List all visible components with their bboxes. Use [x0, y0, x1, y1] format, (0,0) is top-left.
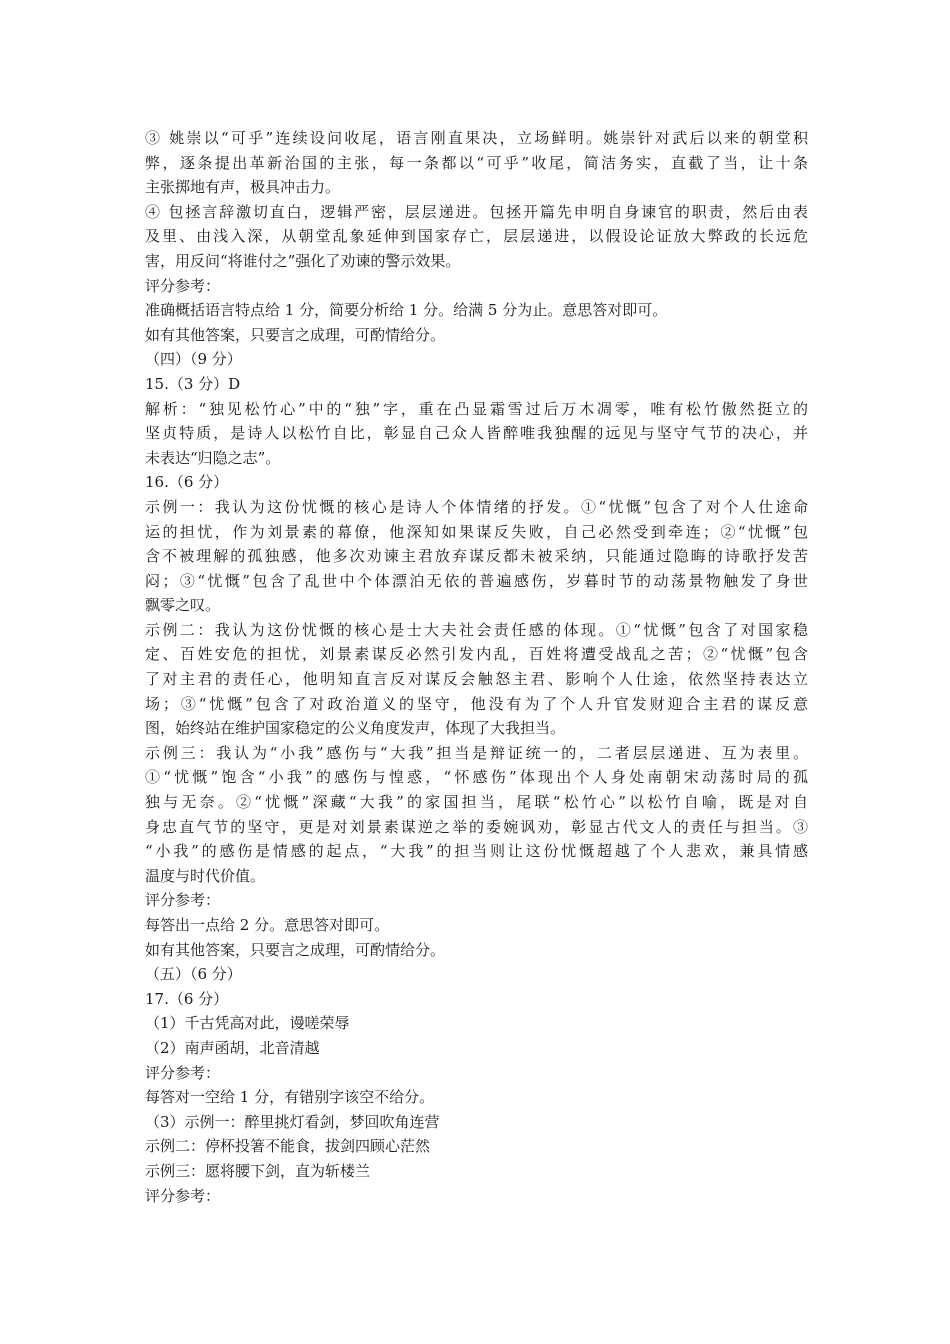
text-line: 如有其他答案，只要言之成理，可酌情给分。 — [145, 940, 446, 959]
text-line: ③ 姚崇以“可乎”连续设问收尾，语言刚直果决，立场鲜明。姚崇针对武后以来的朝堂积 — [145, 129, 808, 147]
text-line: （四）（9 分） — [145, 350, 242, 369]
text-line: ①“忧慨”饱含“小我”的感伤与惶惑，“怀感伤”体现出个人身处南朝宋动荡时局的孤 — [145, 768, 808, 787]
text-line: 示例一：我认为这份忧慨的核心是诗人个体情绪的抒发。①“忧慨”包含了对个人仕途命 — [145, 497, 808, 516]
answer-key-text — [145, 126, 808, 1208]
text-line: 示例三：愿将腰下剑，直为斩楼兰 — [145, 1161, 371, 1180]
text-line: 坚贞特质，是诗人以松竹自比，彰显自己众人皆醉唯我独醒的远见与坚守气节的决心，并 — [145, 424, 808, 443]
text-line: 如有其他答案，只要言之成理，可酌情给分。 — [145, 325, 446, 344]
text-line: 闷；③“忧慨”包含了乱世中个体漂泊无依的普遍感伤，岁暮时节的动荡景物触发了身世 — [145, 571, 808, 590]
text-line: 了对主君的责任心，他明知直言反对谋反会触怒主君、影响个人仕途，依然坚持表达立 — [145, 670, 808, 689]
text-line: 评分参考： — [145, 1063, 221, 1082]
text-line: 含不被理解的孤独感，他多次劝谏主君放弃谋反都未被采纳，只能通过隐晦的诗歌抒发苦 — [145, 547, 808, 566]
text-line: 17.（6 分） — [145, 989, 229, 1008]
text-line: 场；③“忧慨”包含了对政治道义的坚守，他没有为了个人升官发财迎合主君的谋反意 — [145, 694, 808, 713]
text-line: 飘零之叹。 — [145, 596, 221, 615]
text-line: （2）南声函胡，北音清越 — [145, 1038, 320, 1057]
text-line: 示例二：停杯投箸不能食，拔剑四顾心茫然 — [145, 1137, 431, 1156]
text-line: （五）（6 分） — [145, 965, 242, 984]
text-line: 身忠直气节的坚守，更是对刘景素谋逆之举的委婉讽劝，彰显古代文人的责任与担当。③ — [145, 817, 808, 836]
text-line: 解析：“独见松竹心”中的“独”字，重在凸显霜雪过后万木凋零，唯有松竹傲然挺立的 — [145, 399, 808, 418]
text-line: 主张掷地有声，极具冲击力。 — [145, 178, 341, 197]
text-line: 独与无奈。②“忧慨”深藏“大我”的家国担当，尾联“松竹心”以松竹自喻，既是对自 — [145, 793, 808, 812]
text-line: （3）示例一：醉里挑灯看剑，梦回吹角连营 — [145, 1112, 440, 1131]
text-line: 及里、由浅入深，从朝堂乱象延伸到国家存亡，层层递进，以假设论证放大弊政的长远危 — [145, 227, 808, 246]
text-line: 每答对一空给 1 分，有错别字该空不给分。 — [145, 1088, 435, 1107]
text-line: 准确概括语言特点给 1 分，简要分析给 1 分。给满 5 分为止。意思答对即可。 — [145, 301, 668, 320]
text-line: “小我”的感伤是情感的起点，“大我”的担当则让这份忧慨超越了个人悲欢，兼具情感 — [145, 842, 808, 861]
text-line: 未表达“归隐之志”。 — [145, 448, 281, 467]
text-line: 弊，逐条提出革新治国的主张，每一条都以“可乎”收尾，简洁务实，直截了当，让十条 — [145, 153, 808, 172]
text-line: 示例二：我认为这份忧慨的核心是士大夫社会责任感的体现。①“忧慨”包含了对国家稳 — [145, 620, 808, 639]
text-line: 示例三：我认为“小我”感伤与“大我”担当是辩证统一的，二者层层递进、互为表里。 — [145, 743, 808, 762]
text-line: 温度与时代价值。 — [145, 866, 266, 885]
text-line: （1）千古凭高对此，谩嗟荣辱 — [145, 1014, 350, 1033]
text-line: 评分参考： — [145, 891, 221, 910]
text-line: 15.（3 分）D — [145, 374, 241, 393]
text-line: ④ 包拯言辞激切直白，逻辑严密，层层递进。包拯开篇先申明自身谏官的职责，然后由表 — [145, 202, 808, 221]
text-line: 16.（6 分） — [145, 473, 229, 492]
text-line: 评分参考： — [145, 1186, 221, 1205]
text-line: 图，始终站在维护国家稳定的公义角度发声，体现了大我担当。 — [145, 719, 566, 738]
text-line: 运的担忧，作为刘景素的幕僚，他深知如果谋反失败，自己必然受到牵连；②“忧慨”包 — [145, 522, 808, 541]
text-line: 每答出一点给 2 分。意思答对即可。 — [145, 916, 390, 934]
text-line: 评分参考： — [145, 276, 221, 295]
text-line: 害，用反问“将谁付之”强化了劝谏的警示效果。 — [145, 251, 461, 270]
text-line: 定、百姓安危的担忧，刘景素谋反必然引发内乱，百姓将遭受战乱之苦；②“忧慨”包含 — [145, 645, 808, 664]
